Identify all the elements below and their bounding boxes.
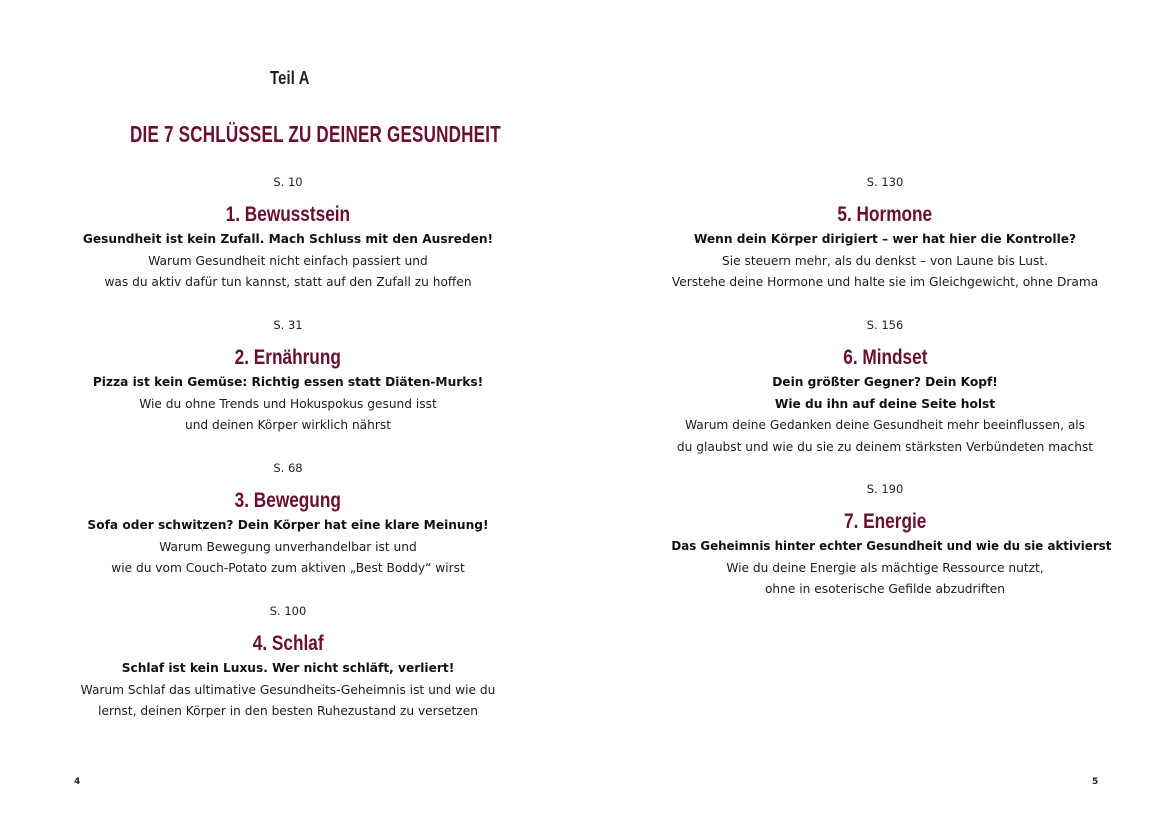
chapter-description-line-2: ohne in esoterische Gefilde abzudriften: [764, 582, 1006, 596]
chapter-subtitle: Pizza ist kein Gemüse: Richtig essen statt Diäten-Murks!: [92, 375, 484, 389]
chapter-entry-2[interactable]: [68, 317, 508, 437]
chapter-title: 3. Bewegung: [234, 489, 342, 512]
chapter-title: 1. Bewusstsein: [225, 203, 351, 226]
chapter-title: 2. Ernährung: [234, 346, 342, 369]
chapter-entry-1[interactable]: [68, 174, 508, 294]
chapter-entry-6[interactable]: [665, 317, 1105, 458]
chapter-subtitle: Sofa oder schwitzen? Dein Körper hat eine klare Meinung!: [87, 518, 489, 532]
chapter-description-line-2: du glaubst und wie du sie zu deinem stärksten Verbündeten machst: [676, 439, 1094, 454]
chapter-description-line-1: Warum Schlaf das ultimative Gesundheits-Geheimnis ist und wie du: [80, 682, 496, 697]
chapter-entry-4[interactable]: [68, 603, 508, 723]
part-label: Teil A: [270, 68, 310, 88]
chapter-title: 7. Energie: [843, 510, 927, 533]
page-reference: S. 10: [273, 175, 303, 189]
chapter-entry-7[interactable]: [665, 481, 1112, 601]
chapter-entry-5[interactable]: [665, 174, 1105, 294]
chapter-subtitle-line-2: Wie du ihn auf deine Seite holst: [774, 396, 996, 411]
page-reference: S. 68: [273, 461, 303, 475]
chapter-subtitle: Wenn dein Körper dirigiert – wer hat hier die Kontrolle?: [693, 232, 1077, 246]
part-title: DIE 7 SCHLÜSSEL ZU DEINER GESUNDHEIT: [130, 121, 501, 147]
page-number-left: 4: [74, 777, 81, 787]
chapter-description-line-2: lernst, deinen Körper in den besten Ruhezustand zu versetzen: [98, 704, 478, 718]
chapter-description-line-1: Warum Bewegung unverhandelbar ist und: [159, 539, 417, 554]
page-reference: S. 190: [866, 482, 904, 496]
chapter-description-line-1: Sie steuern mehr, als du denkst – von Laune bis Lust.: [722, 253, 1048, 268]
chapter-subtitle: Schlaf ist kein Luxus. Wer nicht schläft, verliert!: [121, 661, 455, 675]
chapter-description-line-1: Warum deine Gedanken deine Gesundheit mehr beeinflussen, als: [684, 418, 1086, 432]
chapter-description-line-1: Wie du deine Energie als mächtige Ressource nutzt,: [726, 560, 1044, 575]
chapter-subtitle: Dein größter Gegner? Dein Kopf!: [772, 375, 998, 389]
chapter-subtitle: Das Geheimnis hinter echter Gesundheit und wie du sie aktivierst: [671, 539, 1112, 553]
chapter-entry-3[interactable]: [68, 460, 508, 580]
page-reference: S. 130: [866, 175, 904, 189]
chapter-description-line-1: Wie du ohne Trends und Hokuspokus gesund isst: [139, 396, 437, 411]
page-reference: S. 100: [269, 604, 307, 618]
chapter-description-line-2: Verstehe deine Hormone und halte sie im Gleichgewicht, ohne Drama: [671, 275, 1099, 289]
chapter-description-line-1: Warum Gesundheit nicht einfach passiert und: [148, 253, 428, 268]
chapter-description-line-2: was du aktiv dafür tun kannst, statt auf den Zufall zu hoffen: [104, 275, 472, 289]
page-reference: S. 156: [866, 318, 904, 332]
chapter-description-line-2: und deinen Körper wirklich nährst: [184, 418, 392, 432]
page-reference: S. 31: [273, 318, 303, 332]
chapter-description-line-2: wie du vom Couch-Potato zum aktiven „Best Boddy“ wirst: [111, 561, 465, 575]
chapter-subtitle: Gesundheit ist kein Zufall. Mach Schluss mit den Ausreden!: [82, 232, 494, 246]
chapter-title: 5. Hormone: [837, 203, 933, 226]
chapter-title: 4. Schlaf: [252, 632, 324, 655]
chapter-title: 6. Mindset: [842, 346, 928, 369]
page-number-right: 5: [1092, 777, 1099, 787]
